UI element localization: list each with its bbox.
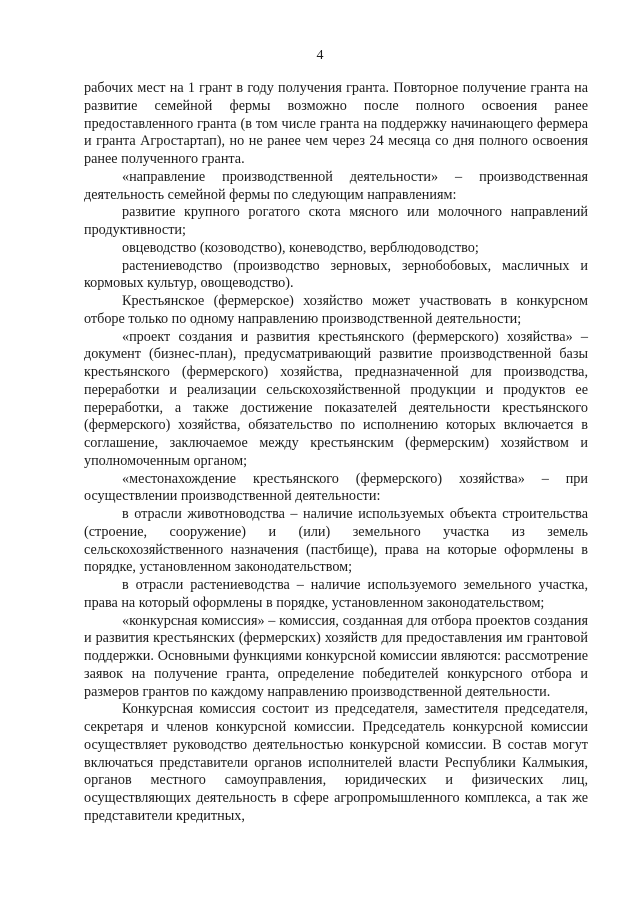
paragraph-cattle: развитие крупного рогатого скота мясного или молочного направлений продуктивности; bbox=[84, 204, 588, 238]
paragraph-production-direction: «направление производственной деятельности» – производственная деятельность семейной фермы по следующим направлениям: bbox=[84, 168, 588, 203]
paragraph-grant-continuation: рабочих мест на 1 грант в году получения гранта. Повторное получение гранта на развитие семейной фермы возможно после полного освоения ранее предоставленного гранта (в том числе гранта на поддержку начинающего фермера и гранта Агростартап), но не ранее чем через 24 месяца со дня полного освоения ранее полученного гранта. bbox=[84, 80, 588, 167]
paragraph-one-direction: Крестьянское (фермерское) хозяйство может участвовать в конкурсном отборе только по одному направлению производственной деятельности; bbox=[84, 293, 588, 327]
page-number: 4 bbox=[316, 48, 324, 63]
paragraph-commission-definition: «конкурсная комиссия» – комиссия, созданная для отбора проектов создания и развития крестьянских (фермерских) хозяйств для предоставления им грантовой поддержки. Основными функциями конкурсной комиссии являются: рассмотрение заявок на получение гранта, определение победителей конкурсного отбора и размеров грантов по каждому направлению производственной деятельности. bbox=[84, 612, 588, 700]
document-body bbox=[84, 80, 588, 826]
paragraph-crop-location: в отрасли растениеводства – наличие используемого земельного участка, права на который оформлены в порядке, установленном законодательством; bbox=[84, 577, 588, 611]
paragraph-crops: растениеводство (производство зерновых, зернобобовых, масличных и кормовых культур, овощеводство). bbox=[84, 257, 588, 292]
paragraph-commission-composition: Конкурсная комиссия состоит из председателя, заместителя председателя, секретаря и членов конкурсной комиссии. Председатель конкурсной комиссии осуществляет руководство деятельностью конкурсной комиссии. В состав могут включаться представители органов исполнителей власти Республики Калмыкия, органов местного самоуправления, юридических и физических лиц, осуществляющих деятельность в сфере агропромышленного комплекса, а так же представители кредитных, bbox=[84, 701, 588, 824]
paragraph-livestock-location: в отрасли животноводства – наличие используемых объекта строительства (строение, сооружение) и (или) земельного участка из земель сельскохозяйственного назначения (пастбище), права на которые оформлены в порядке, установленном законодательством; bbox=[84, 506, 588, 576]
paragraph-location-definition: «местонахождение крестьянского (фермерского) хозяйства» – при осуществлении производственной деятельности: bbox=[84, 470, 588, 505]
paragraph-project-definition: «проект создания и развития крестьянского (фермерского) хозяйства» – документ (бизнес-план), предусматривающий развитие производственной базы крестьянского (фермерского) хозяйства, предназначенной для производства, переработки и реализации сельскохозяйственной продукции и продуктов ее переработки, а также достижение показателей деятельности крестьянского (фермерского) хозяйства, обязательство по исполнению которых включается в соглашение, заключаемое между крестьянским (фермерским) хозяйством и уполномоченным органом; bbox=[84, 328, 588, 469]
paragraph-sheep: овцеводство (козоводство), коневодство, верблюдоводство; bbox=[122, 239, 479, 256]
